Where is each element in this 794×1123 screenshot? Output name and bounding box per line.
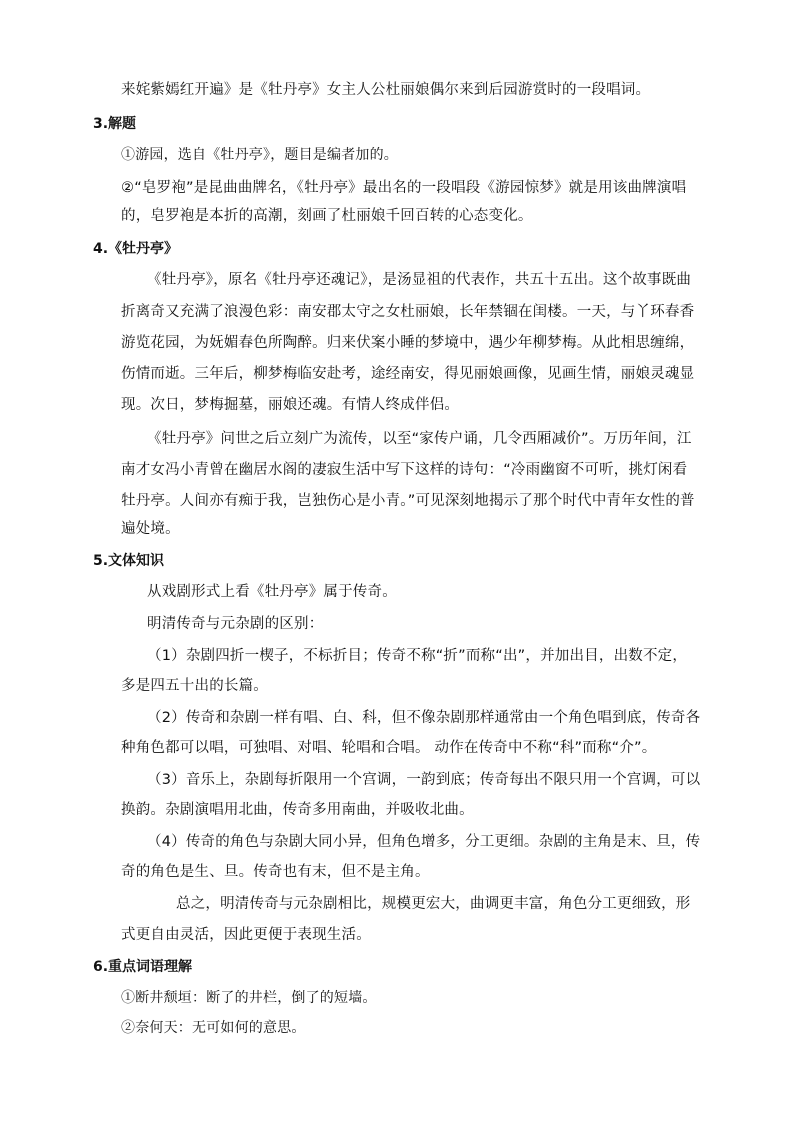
heading-mudanting: 4.《牡丹亭》 (93, 241, 179, 257)
jieti-item-2-line2: 的，皂罗袍是本折的高潮，刻画了杜丽娘千回百转的心态变化。 (121, 208, 533, 224)
jieti-item-1: ①游园，选自《牡丹亭》，题目是编者加的。 (121, 147, 398, 163)
wenti-summary-line1: 总之，明清传奇与元杂剧相比，规模更宏大，曲调更丰富，角色分工更细致，形 (176, 896, 691, 912)
wenti-item-1-line1: （1）杂剧四折一楔子，不标折目；传奇不称“折”而称“出”，并加出目，出数不定， (147, 648, 688, 664)
mudanting-p1-line5: 现。次日，梦梅掘墓，丽娘还魂。有情人终成伴侣。 (121, 397, 460, 413)
jieti-item-2-line1: ②“皂罗袍”是昆曲曲牌名，《牡丹亭》最出名的一段唱段《游园惊梦》就是用该曲牌演唱 (121, 180, 687, 196)
heading-wenti: 5.文体知识 (93, 553, 165, 569)
wenti-item-3-line2: 换韵。杂剧演唱用北曲，传奇多用南曲，并吸收北曲。 (121, 802, 474, 818)
mudanting-p2-line4: 遍处境。 (121, 521, 180, 537)
wenti-summary-line2: 式更自由灵活，因此更便于表现生活。 (121, 927, 371, 943)
wenti-item-1-line2: 多是四五十出的长篇。 (121, 678, 268, 694)
wenti-item-3-line1: （3）音乐上，杂剧每折限用一个宫调，一韵到底；传奇每出不限只用一个宫调，可以 (147, 772, 701, 788)
mudanting-p1-line2: 折离奇又充满了浪漫色彩：南安郡太守之女杜丽娘，长年禁锢在闺楼。一天，与丫环春香 (121, 304, 695, 320)
mudanting-p1-line4: 伤情而逝。三年后，柳梦梅临安赴考，途经南安，得见丽娘画像，见画生情，丽娘灵魂显 (121, 366, 695, 382)
ciyu-item-2: ②奈何天：无可如何的意思。 (121, 1020, 306, 1036)
wenti-p2: 明清传奇与元杂剧的区别： (147, 616, 324, 632)
heading-jieti: 3.解题 (93, 116, 137, 132)
wenti-item-2-line2: 种角色都可以唱，可独唱、对唱、轮唱和合唱。 动作在传奇中不称“科”而称“介”。 (121, 740, 657, 756)
mudanting-p2-line3: 牡丹亭。人间亦有痴于我，岂独伤心是小青。”可见深刻地揭示了那个时代中青年女性的普 (121, 493, 695, 509)
wenti-item-2-line1: （2）传奇和杂剧一样有唱、白、科，但不像杂剧那样通常由一个角色唱到底，传奇各 (147, 710, 701, 726)
heading-ciyu: 6.重点词语理解 (93, 959, 193, 975)
wenti-p1: 从戏剧形式上看《牡丹亭》属于传奇。 (147, 584, 397, 600)
ciyu-item-1: ①断井颓垣：断了的井栏，倒了的短墙。 (121, 990, 377, 1006)
intro-line: 来姹紫嫣红开遍》是《牡丹亭》女主人公杜丽娘偶尔来到后园游赏时的一段唱词。 (121, 82, 651, 98)
mudanting-p2-line2: 南才女冯小青曾在幽居水阁的凄寂生活中写下这样的诗句：“冷雨幽窗不可听，挑灯闲看 (121, 462, 688, 478)
wenti-item-4-line2: 奇的角色是生、旦。传奇也有末，但不是主角。 (121, 864, 430, 880)
mudanting-p2-line1: 《牡丹亭》问世之后立刻广为流传，以至“家传户诵，几令西厢减价”。万历年间，江 (147, 431, 692, 447)
mudanting-p1-line3: 游览花园，为妩媚春色所陶醉。归来伏案小睡的梦境中，遇少年柳梦梅。从此相思缠绵， (121, 335, 695, 351)
mudanting-p1-line1: 《牡丹亭》，原名《牡丹亭还魂记》，是汤显祖的代表作，共五十五出。这个故事既曲 (147, 272, 692, 288)
wenti-item-4-line1: （4）传奇的角色与杂剧大同小异，但角色增多，分工更细。杂剧的主角是末、旦，传 (147, 834, 701, 850)
